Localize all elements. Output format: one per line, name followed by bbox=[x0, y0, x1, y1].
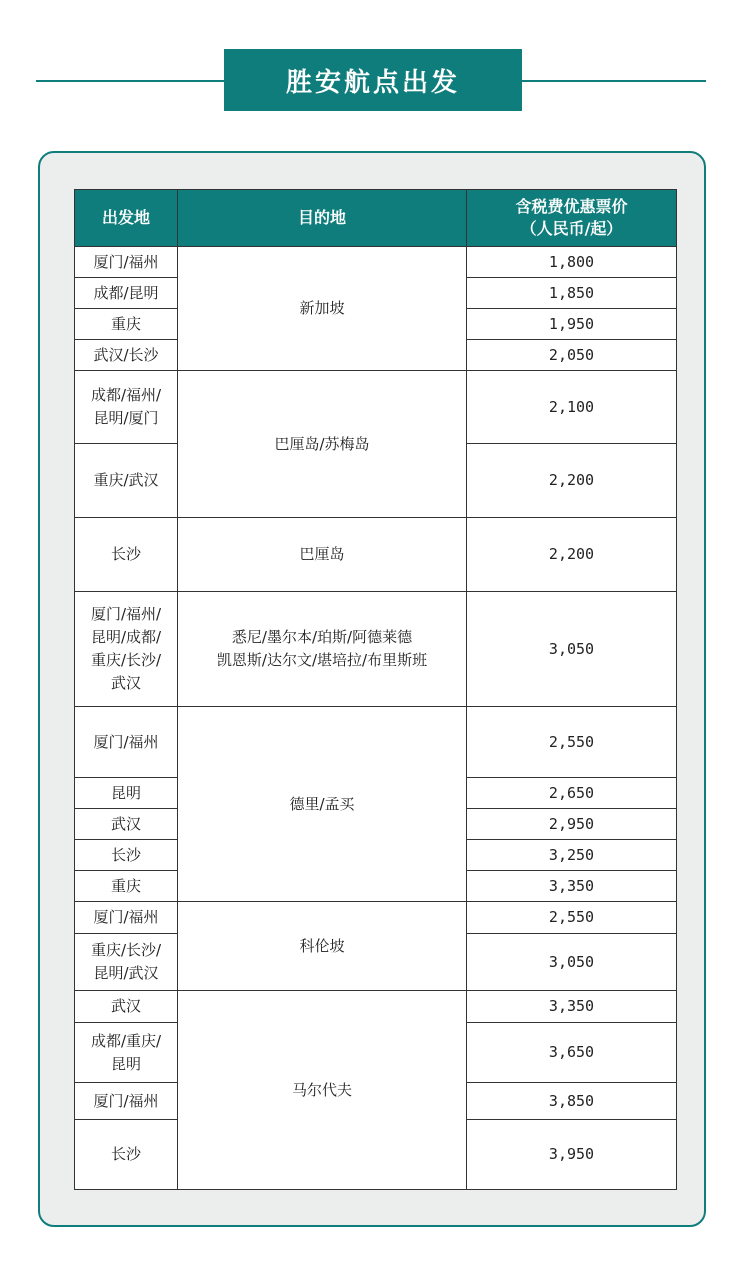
header-destination: 目的地 bbox=[178, 190, 467, 247]
price-cell: 3,250 bbox=[467, 840, 677, 871]
origin-cell bbox=[75, 444, 178, 518]
price-cell: 1,800 bbox=[467, 247, 677, 278]
price-cell: 3,650 bbox=[467, 1023, 677, 1083]
table-row bbox=[75, 371, 677, 444]
cell-text-line: 厦门/福州 bbox=[93, 908, 159, 926]
origin-cell bbox=[75, 871, 178, 902]
title-rule-left bbox=[36, 80, 224, 82]
price-cell: 2,100 bbox=[467, 371, 677, 444]
price-cell: 1,850 bbox=[467, 278, 677, 309]
origin-cell bbox=[75, 340, 178, 371]
title-rule-right bbox=[522, 80, 706, 82]
price-cell: 2,550 bbox=[467, 707, 677, 778]
header-price-line2: （人民币/起） bbox=[520, 219, 623, 238]
cell-text-line: 武汉/长沙 bbox=[93, 345, 159, 364]
price-cell: 2,200 bbox=[467, 518, 677, 592]
fare-table bbox=[74, 189, 677, 1190]
destination-cell bbox=[178, 247, 467, 371]
price-cell: 2,050 bbox=[467, 340, 677, 371]
destination-cell bbox=[178, 592, 467, 707]
origin-cell bbox=[75, 309, 178, 340]
origin-cell bbox=[75, 1023, 178, 1083]
price-cell: 3,350 bbox=[467, 991, 677, 1023]
header-price-line1: 含税费优惠票价 bbox=[515, 197, 628, 216]
table-row bbox=[75, 707, 677, 778]
cell-text-line: 巴厘岛/苏梅岛 bbox=[274, 434, 370, 453]
cell-text-line: 武汉 bbox=[110, 997, 141, 1015]
cell-text-line: 重庆 bbox=[110, 314, 141, 333]
origin-cell bbox=[75, 778, 178, 809]
cell-text-line: 武汉 bbox=[110, 674, 141, 692]
cell-text-line: 长沙 bbox=[110, 845, 141, 864]
section-title-text: 胜安航点出发 bbox=[285, 67, 460, 98]
table-row bbox=[75, 247, 677, 278]
cell-text-line: 成都/昆明 bbox=[93, 283, 159, 302]
origin-cell bbox=[75, 991, 178, 1023]
price-cell: 3,850 bbox=[467, 1083, 677, 1120]
cell-text-line: 重庆/长沙/ bbox=[90, 941, 162, 959]
destination-cell bbox=[178, 991, 467, 1190]
cell-text-line: 凯恩斯/达尔文/堪培拉/布里斯班 bbox=[216, 651, 428, 669]
cell-text-line: 德里/孟买 bbox=[289, 794, 355, 813]
cell-text-line: 昆明/成都/ bbox=[90, 628, 162, 646]
cell-text-line: 厦门/福州 bbox=[93, 1091, 159, 1110]
cell-text-line: 昆明 bbox=[110, 1054, 141, 1073]
cell-text-line: 悉尼/墨尔本/珀斯/阿德莱德 bbox=[231, 628, 413, 646]
origin-cell bbox=[75, 707, 178, 778]
origin-cell bbox=[75, 518, 178, 592]
price-cell: 2,650 bbox=[467, 778, 677, 809]
cell-text-line: 科伦坡 bbox=[299, 936, 345, 955]
cell-text-line: 昆明/武汉 bbox=[93, 964, 159, 982]
destination-cell bbox=[178, 902, 467, 991]
origin-cell bbox=[75, 278, 178, 309]
origin-cell bbox=[75, 934, 178, 991]
price-cell: 2,200 bbox=[467, 444, 677, 518]
header-price bbox=[467, 190, 677, 247]
cell-text-line: 成都/福州/ bbox=[90, 386, 162, 404]
cell-text-line: 武汉 bbox=[110, 814, 141, 833]
header-origin: 出发地 bbox=[75, 190, 178, 247]
cell-text-line: 巴厘岛 bbox=[299, 545, 345, 563]
table-row bbox=[75, 592, 677, 707]
origin-cell bbox=[75, 592, 178, 707]
cell-text-line: 马尔代夫 bbox=[291, 1080, 352, 1099]
price-cell: 3,950 bbox=[467, 1120, 677, 1190]
cell-text-line: 厦门/福州 bbox=[93, 252, 159, 271]
section-title bbox=[224, 49, 522, 111]
price-cell: 3,050 bbox=[467, 934, 677, 991]
origin-cell bbox=[75, 371, 178, 444]
origin-cell bbox=[75, 809, 178, 840]
destination-cell bbox=[178, 371, 467, 518]
origin-cell bbox=[75, 1120, 178, 1190]
table-header-row bbox=[75, 190, 677, 247]
table-row bbox=[75, 518, 677, 592]
cell-text-line: 重庆/武汉 bbox=[93, 471, 159, 489]
table-row bbox=[75, 902, 677, 934]
price-cell: 3,350 bbox=[467, 871, 677, 902]
table-row bbox=[75, 991, 677, 1023]
cell-text-line: 昆明/厦门 bbox=[93, 409, 159, 427]
origin-cell bbox=[75, 840, 178, 871]
cell-text-line: 长沙 bbox=[110, 545, 141, 563]
origin-cell bbox=[75, 902, 178, 934]
price-cell: 2,950 bbox=[467, 809, 677, 840]
cell-text-line: 长沙 bbox=[110, 1145, 141, 1163]
destination-cell bbox=[178, 518, 467, 592]
cell-text-line: 昆明 bbox=[110, 783, 141, 802]
cell-text-line: 新加坡 bbox=[299, 299, 345, 317]
cell-text-line: 重庆/长沙/ bbox=[90, 651, 162, 669]
price-cell: 1,950 bbox=[467, 309, 677, 340]
cell-text-line: 成都/重庆/ bbox=[90, 1031, 162, 1050]
destination-cell bbox=[178, 707, 467, 902]
table-body bbox=[75, 247, 677, 1190]
price-cell: 3,050 bbox=[467, 592, 677, 707]
origin-cell bbox=[75, 247, 178, 278]
price-cell: 2,550 bbox=[467, 902, 677, 934]
origin-cell bbox=[75, 1083, 178, 1120]
cell-text-line: 重庆 bbox=[110, 876, 141, 895]
cell-text-line: 厦门/福州 bbox=[93, 732, 159, 751]
cell-text-line: 厦门/福州/ bbox=[90, 605, 162, 623]
